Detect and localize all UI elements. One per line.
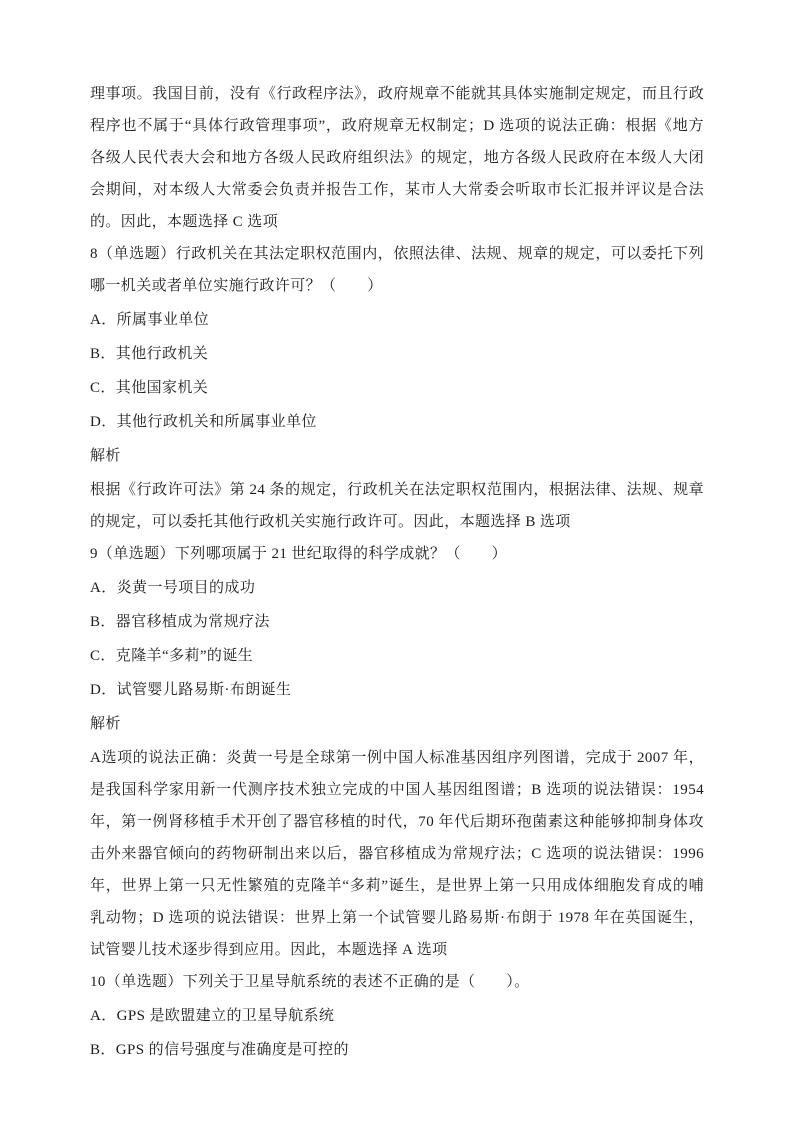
- question-9-analysis-paragraph: A选项的说法正确：炎黄一号是全球第一例中国人标准基因组序列图谱，完成于 2007 年，是我国科学家用新一代测序技术独立完成的中国人基因组图谱；B 选项的说法错误：1954 年，第一例肾移植手术开创了器官移植的时代，70 年代后期环孢菌素这种能够抑制身体攻击外来器官倾向的药物研制出来以后，器官移植成为常规疗法；C 选项的说法错误：1996 年，世界上第一只无性繁殖的克隆羊“多莉”诞生，是世界上第一只用成体细胞发育成的哺乳动物；D 选项的说法错误：世界上第一个试管婴儿路易斯·布朗于 1978 年在英国诞生，试管婴儿技术逐步得到应用。因此，本题选择 A 选项: [90, 750, 704, 958]
- question-8-analysis-label: 解析: [90, 448, 121, 464]
- question-8-option-a: A．所属事业单位: [90, 312, 210, 328]
- question-9-analysis-label: 解析: [90, 716, 121, 732]
- question-8-analysis-paragraph: 根据《行政许可法》第 24 条的规定，行政机关在法定职权范围内，根据法律、法规、规章的规定，可以委托其他行政机关实施行政许可。因此，本题选择 B 选项: [90, 482, 704, 530]
- question-9-option-a: A．炎黄一号项目的成功: [90, 580, 256, 596]
- question-9-option-d: D．试管婴儿路易斯·布朗诞生: [90, 682, 292, 698]
- question-10-option-b: B．GPS 的信号强度与准确度是可控的: [90, 1042, 349, 1058]
- question-8-option-d: D．其他行政机关和所属事业单位: [90, 414, 317, 430]
- question-9-option-b: B．器官移植成为常规疗法: [90, 614, 270, 630]
- question-8: 8（单选题）行政机关在其法定职权范围内，依照法律、法规、规章的规定，可以委托下列哪一机关或者单位实施行政许可？（ ）: [90, 246, 704, 294]
- question-8-option-b: B．其他行政机关: [90, 346, 209, 362]
- question-8-option-c: C．其他国家机关: [90, 380, 209, 396]
- question-9: 9（单选题）下列哪项属于 21 世纪取得的科学成就？（ ）: [90, 546, 508, 562]
- question-9-option-c: C．克隆羊“多莉”的诞生: [90, 648, 254, 664]
- continued-analysis-paragraph: 理事项。我国目前，没有《行政程序法》，政府规章不能就其具体实施制定规定，而且行政程序也不属于“具体行政管理事项”，政府规章无权制定；D 选项的说法正确：根据《地方各级人民代表大会和地方各级人民政府组织法》的规定，地方各级人民政府在本级人大闭会期间，对本级人大常委会负责并报告工作，某市人大常委会听取市长汇报并评议是合法的。因此，本题选择 C 选项: [90, 86, 704, 230]
- question-10: 10（单选题）下列关于卫星导航系统的表述不正确的是（ ）。: [90, 974, 530, 990]
- question-10-option-a: A．GPS 是欧盟建立的卫星导航系统: [90, 1008, 335, 1024]
